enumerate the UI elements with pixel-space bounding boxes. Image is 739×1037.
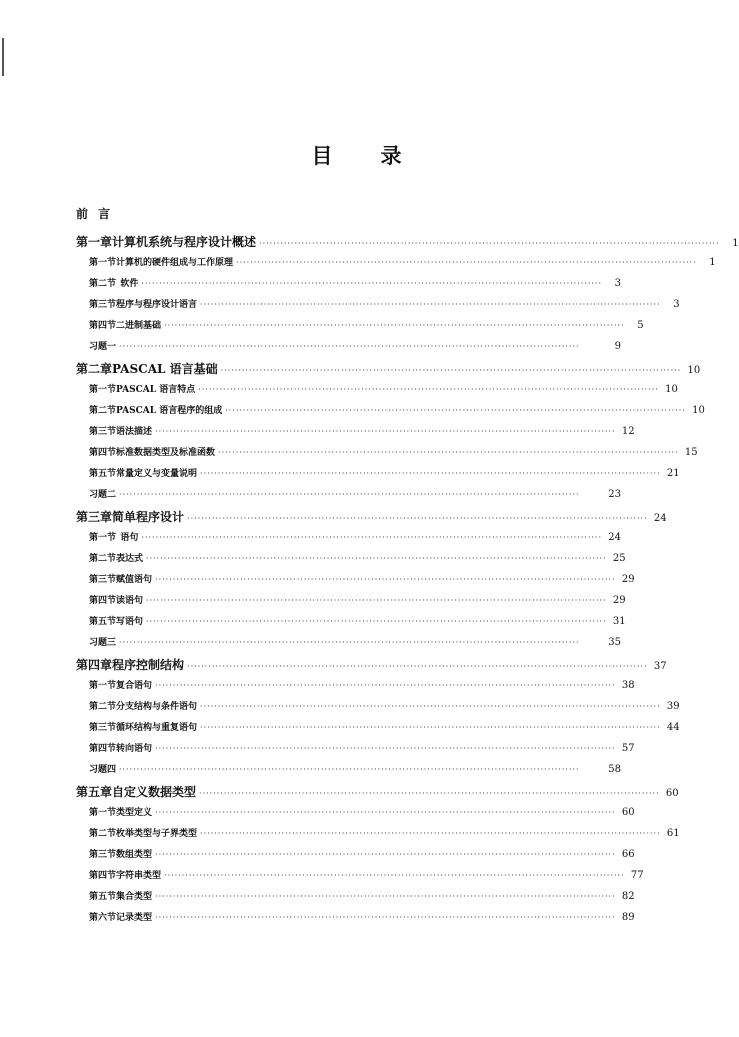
toc-section-3-5-label: 第五节	[89, 617, 117, 627]
toc-section-3-2-title: 表达式	[116, 554, 144, 564]
toc-section-4-1-title: 复合语句	[116, 681, 153, 691]
dot-leader: ··································································································································	[218, 448, 679, 457]
toc-section-5-6-title: 记录类型	[116, 913, 153, 923]
toc-chapter-5-page: 60	[665, 788, 679, 799]
toc-chapter-5-title: 自定义数据类型	[112, 785, 197, 799]
dot-leader: ··································································································································	[155, 744, 616, 753]
toc-chapter-1[interactable]	[76, 233, 739, 255]
toc-section-5-5-label: 第五节	[89, 892, 117, 902]
toc-section-3-4-page: 29	[612, 595, 626, 606]
toc-section-1-2-page: 3	[614, 278, 621, 289]
dot-leader: ··································································································································	[155, 913, 616, 922]
toc-section-5-2-title: 枚举类型与子界类型	[116, 829, 198, 839]
toc-chapter-3-label: 第三章	[76, 510, 113, 524]
dot-leader: ··································································································································	[164, 871, 625, 880]
toc-section-3-4-title: 读语句	[116, 596, 144, 606]
toc-section-2-5-page: 21	[666, 468, 680, 479]
table-of-contents	[76, 205, 739, 931]
toc-section-5-5-title: 集合类型	[116, 892, 153, 902]
toc-section-4-2[interactable]	[76, 699, 680, 720]
toc-section-1-4-title: 二进制基础	[116, 321, 162, 331]
toc-chapter-1-label: 第一章	[76, 235, 113, 249]
toc-section-4-3-title: 循环结构与重复语句	[116, 723, 198, 733]
toc-section-2-1[interactable]	[76, 382, 678, 403]
toc-section-4-1[interactable]	[76, 678, 635, 699]
toc-section-2-1-page: 10	[665, 384, 678, 395]
toc-section-4-4-label: 第四节	[89, 744, 117, 754]
toc-section-4-4[interactable]	[76, 741, 635, 762]
toc-section-5-5-page: 82	[621, 891, 635, 902]
toc-chapter-4-label: 第四章	[76, 658, 113, 672]
toc-chapter-2-label: 第二章	[76, 362, 113, 376]
toc-section-2-3-title: 语法描述	[116, 427, 153, 437]
dot-leader: ··································································································································	[146, 617, 607, 626]
toc-exercise-3[interactable]	[76, 635, 621, 656]
toc-section-4-4-page: 57	[621, 743, 635, 754]
dot-leader: ··································································································································	[200, 469, 661, 478]
toc-section-4-3[interactable]	[76, 720, 680, 741]
toc-section-5-3[interactable]	[76, 847, 635, 868]
toc-section-3-1[interactable]	[76, 530, 621, 551]
toc-section-5-2-page: 61	[666, 828, 680, 839]
toc-section-3-5[interactable]	[76, 614, 626, 635]
toc-section-2-4[interactable]	[76, 445, 698, 466]
toc-section-2-5[interactable]	[76, 466, 680, 487]
toc-section-5-4[interactable]	[76, 868, 644, 889]
toc-section-3-1-page: 24	[608, 532, 621, 543]
toc-exercise-2-page: 23	[608, 489, 621, 500]
toc-section-3-2-page: 25	[612, 553, 626, 564]
toc-section-2-2-label: 第二节	[89, 406, 117, 416]
toc-section-1-4[interactable]	[76, 318, 644, 339]
toc-section-5-3-label: 第三节	[89, 850, 117, 860]
dot-leader: ··································································································································	[155, 808, 616, 817]
toc-section-3-3-label: 第三节	[89, 575, 117, 585]
toc-section-3-5-title: 写语句	[116, 617, 144, 627]
toc-exercise-1[interactable]	[76, 339, 621, 360]
toc-section-5-5[interactable]	[76, 889, 635, 910]
toc-section-5-6-label: 第六节	[89, 913, 117, 923]
toc-chapter-4[interactable]	[76, 656, 667, 678]
toc-section-2-2-title: PASCAL 语言程序的组成	[116, 406, 223, 416]
toc-exercise-3-page: 35	[608, 637, 621, 648]
toc-exercise-2-label: 习题二	[89, 490, 117, 500]
dot-leader: ··································································································································	[200, 702, 661, 711]
toc-section-2-3-page: 12	[621, 426, 635, 437]
toc-section-1-2-title: 软件	[120, 279, 139, 289]
toc-chapter-3[interactable]	[76, 508, 667, 530]
title-char-2: 录	[380, 143, 402, 168]
dot-leader: ··································································································································	[119, 765, 580, 774]
dot-leader: ··································································································································	[199, 789, 660, 798]
toc-section-3-3[interactable]	[76, 572, 635, 593]
toc-section-5-1-page: 60	[621, 807, 635, 818]
dot-leader: ··································································································································	[200, 723, 661, 732]
toc-section-1-3[interactable]	[76, 297, 680, 318]
toc-exercise-4[interactable]	[76, 762, 621, 783]
toc-section-4-3-page: 44	[666, 722, 680, 733]
dot-leader: ··································································································································	[187, 514, 648, 523]
dot-leader: ··································································································································	[141, 533, 602, 542]
scan-edge-mark	[2, 38, 4, 76]
toc-exercise-1-label: 习题一	[89, 342, 117, 352]
dot-leader: ··································································································································	[236, 258, 697, 267]
toc-section-5-2-label: 第二节	[89, 829, 117, 839]
toc-section-5-4-label: 第四节	[89, 871, 117, 881]
toc-exercise-1-page: 9	[614, 341, 621, 352]
dot-leader: ··································································································································	[146, 596, 607, 605]
toc-section-2-5-title: 常量定义与变量说明	[116, 469, 198, 479]
dot-leader: ··································································································································	[225, 406, 686, 415]
dot-leader: ··································································································································	[164, 321, 625, 330]
toc-section-3-2-label: 第二节	[89, 554, 117, 564]
toc-section-3-1-label: 第一节	[89, 533, 117, 543]
toc-section-1-2[interactable]	[76, 276, 621, 297]
toc-section-1-3-label: 第三节	[89, 300, 117, 310]
toc-section-4-4-title: 转向语句	[116, 744, 153, 754]
dot-leader: ··································································································································	[220, 366, 682, 375]
toc-section-4-2-page: 39	[666, 701, 680, 712]
toc-section-5-1-label: 第一节	[89, 808, 117, 818]
dot-leader: ··································································································································	[187, 662, 648, 671]
toc-section-5-6[interactable]	[76, 910, 635, 931]
toc-chapter-3-title: 简单程序设计	[112, 510, 185, 524]
toc-section-2-3[interactable]	[76, 424, 635, 445]
toc-section-2-4-title: 标准数据类型及标准函数	[116, 448, 216, 458]
toc-section-1-1-title: 计算机的硬件组成与工作原理	[116, 258, 234, 268]
toc-section-3-4-label: 第四节	[89, 596, 117, 606]
toc-section-2-4-label: 第四节	[89, 448, 117, 458]
toc-section-2-5-label: 第五节	[89, 469, 117, 479]
dot-leader: ··································································································································	[155, 850, 616, 859]
dot-leader: ··································································································································	[198, 385, 659, 394]
toc-section-5-3-page: 66	[621, 849, 635, 860]
dot-leader: ··································································································································	[119, 490, 580, 499]
toc-section-1-1-label: 第一节	[89, 258, 117, 268]
toc-exercise-2[interactable]	[76, 487, 621, 508]
toc-chapter-2[interactable]	[76, 360, 701, 382]
toc-section-5-4-page: 77	[630, 870, 644, 881]
toc-section-3-4[interactable]	[76, 593, 626, 614]
toc-exercise-4-page: 58	[608, 764, 621, 775]
toc-section-3-2[interactable]	[76, 551, 626, 572]
toc-section-1-1-page: 1	[709, 257, 716, 268]
dot-leader: ··································································································································	[200, 300, 661, 309]
toc-section-3-3-title: 赋值语句	[116, 575, 153, 585]
toc-section-3-1-title: 语句	[120, 533, 139, 543]
dot-leader: ··································································································································	[119, 638, 580, 647]
toc-section-1-1[interactable]	[76, 255, 716, 276]
toc-preface[interactable]	[76, 205, 621, 233]
dot-leader: ··································································································································	[146, 554, 607, 563]
toc-section-2-3-label: 第三节	[89, 427, 117, 437]
toc-section-5-3-title: 数组类型	[116, 850, 153, 860]
toc-section-5-2[interactable]	[76, 826, 680, 847]
toc-chapter-4-title: 程序控制结构	[112, 658, 185, 672]
preface-label: 前言	[76, 207, 121, 221]
toc-section-3-3-page: 29	[621, 574, 635, 585]
toc-chapter-4-page: 37	[653, 661, 667, 672]
dot-leader: ··································································································································	[259, 239, 720, 248]
toc-section-5-4-title: 字符串类型	[116, 871, 162, 881]
toc-section-1-2-label: 第二节	[89, 279, 117, 289]
title-char-1: 目	[311, 143, 333, 168]
toc-section-3-5-page: 31	[612, 616, 626, 627]
toc-section-4-3-label: 第三节	[89, 723, 117, 733]
dot-leader: ··································································································································	[155, 427, 616, 436]
toc-section-2-1-label: 第一节	[89, 385, 117, 395]
toc-chapter-5[interactable]	[76, 783, 679, 805]
toc-section-1-3-title: 程序与程序设计语言	[116, 300, 198, 310]
toc-section-1-3-page: 3	[673, 299, 680, 310]
toc-section-4-2-title: 分支结构与条件语句	[116, 702, 198, 712]
page-title	[0, 140, 713, 170]
toc-section-2-2-page: 10	[692, 405, 705, 416]
toc-chapter-3-page: 24	[653, 513, 667, 524]
dot-leader: ··································································································································	[155, 892, 616, 901]
toc-chapter-1-page: 1	[732, 238, 739, 249]
toc-section-1-4-label: 第四节	[89, 321, 117, 331]
toc-section-5-6-page: 89	[621, 912, 635, 923]
toc-chapter-2-page: 10	[687, 365, 701, 376]
toc-section-5-1[interactable]	[76, 805, 635, 826]
toc-section-2-2[interactable]	[76, 403, 705, 424]
toc-section-2-1-title: PASCAL 语言特点	[116, 385, 196, 395]
dot-leader: ··································································································································	[155, 681, 616, 690]
toc-section-2-4-page: 15	[684, 447, 698, 458]
toc-exercise-4-label: 习题四	[89, 765, 117, 775]
toc-section-4-1-label: 第一节	[89, 681, 117, 691]
dot-leader: ··································································································································	[155, 575, 616, 584]
toc-section-4-1-page: 38	[621, 680, 635, 691]
dot-leader: ··································································································································	[141, 279, 602, 288]
toc-section-5-1-title: 类型定义	[116, 808, 153, 818]
toc-chapter-5-label: 第五章	[76, 785, 113, 799]
toc-chapter-1-title: 计算机系统与程序设计概述	[112, 235, 257, 249]
dot-leader: ··································································································································	[119, 342, 580, 351]
toc-chapter-2-title: PASCAL 语言基础	[112, 362, 218, 376]
toc-exercise-3-label: 习题三	[89, 638, 117, 648]
dot-leader: ··································································································································	[200, 829, 661, 838]
toc-section-1-4-page: 5	[637, 320, 644, 331]
toc-section-4-2-label: 第二节	[89, 702, 117, 712]
